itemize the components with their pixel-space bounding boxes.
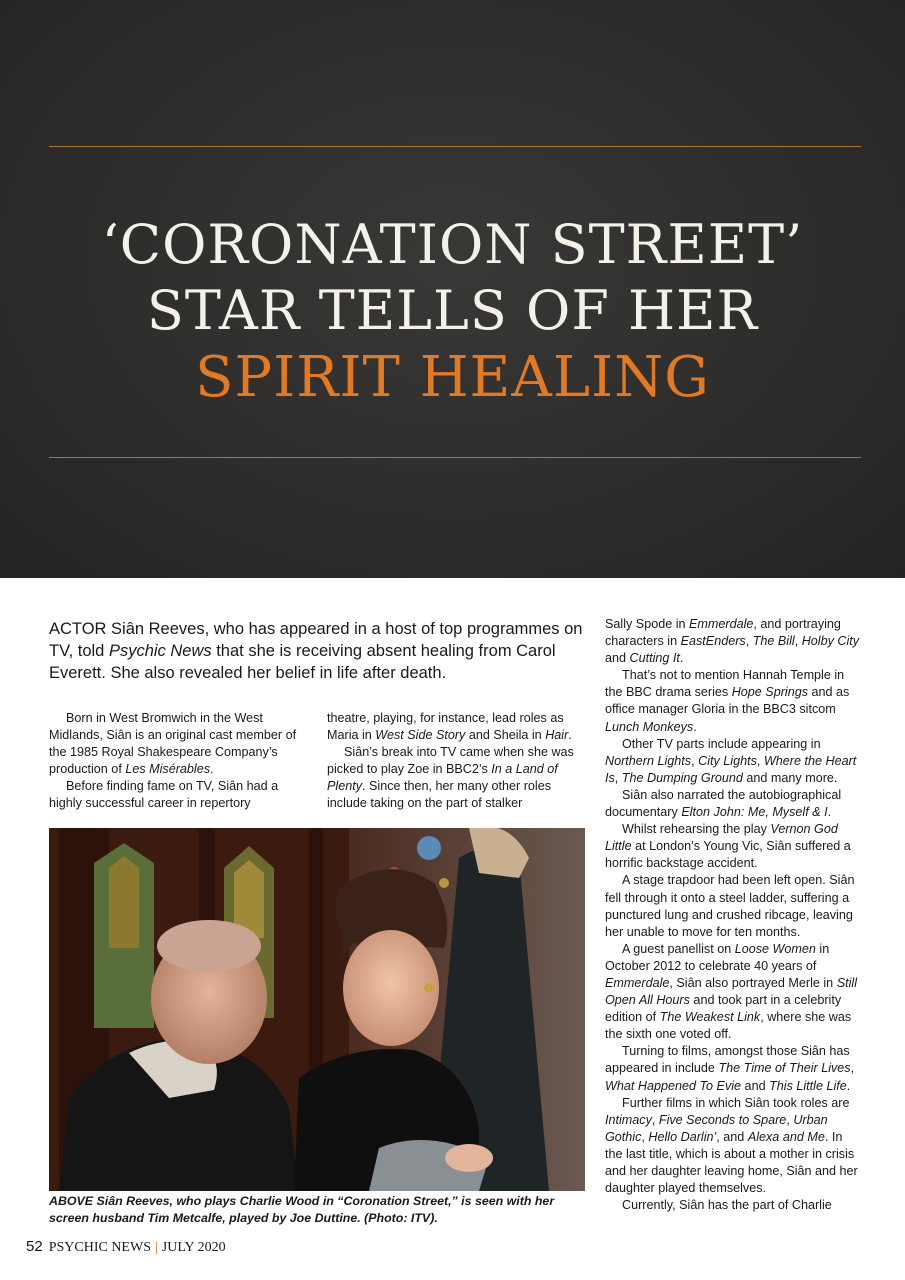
photo-caption: ABOVE Siân Reeves, who plays Charlie Wood in “Coronation Street,” is seen with her screen husband Tim Metcalfe, played by Joe Duttine. (Photo: ITV). — [49, 1194, 555, 1225]
paragraph: Further films in which Siân took roles are Intimacy, Five Seconds to Spare, Urban Gothic, Hello Darlin’, and Alexa and Me. In the last title, which is about a mother in crisis and her daughter leaving home, Siân and her daughter played themselves. — [605, 1095, 858, 1196]
paragraph: Currently, Siân has the part of Charlie — [622, 1198, 832, 1213]
paragraph: Siân also narrated the autobiographical documentary Elton John: Me, Myself & I. — [605, 787, 842, 820]
lead-paragraph: ACTOR Siân Reeves, who has appeared in a host of top programmes on TV, told Psychic News that she is receiving absent healing from Carol Everett. She also revealed her belief in life after death. — [49, 620, 583, 682]
issue-date: JULY 2020 — [161, 1240, 226, 1255]
paragraph: Sally Spode in Emmerdale, and portraying characters in EastEnders, The Bill, Holby City and Cutting It. — [605, 617, 860, 666]
headline-line-3: SPIRIT HEALING — [195, 345, 710, 410]
paragraph: A guest panellist on Loose Women in October 2012 to celebrate 40 years of Emmerdale, Siân also portrayed Merle in Still Open All Hours and took part in a celebrity edition of The Weakest Link, where she was the sixth one voted off. — [605, 941, 857, 1042]
publication-name: PSYCHIC NEWS — [48, 1240, 151, 1255]
bottom-divider — [49, 457, 861, 458]
paragraph: A stage trapdoor had been left open. Siân fell through it onto a steel ladder, suffering a punctured lung and crushed ribcage, leaving her unable to move for ten months. — [605, 873, 855, 939]
headline-line-1: ‘CORONATION STREET’ — [101, 213, 804, 276]
page-footer — [26, 1238, 226, 1256]
headline-line-2: STAR TELLS OF HER — [146, 279, 759, 342]
paragraph: Whilst rehearsing the play Vernon God Little at London’s Young Vic, Siân suffered a horrific backstage accident. — [605, 822, 851, 871]
paragraph: That’s not to mention Hannah Temple in the BBC drama series Hope Springs and as office manager Gloria in the BBC3 sitcom Lunch Monkeys. — [605, 668, 850, 734]
footer-separator: | — [154, 1240, 158, 1255]
page-number: 52 — [26, 1238, 43, 1255]
article-photo — [49, 828, 585, 1191]
top-divider — [49, 146, 861, 147]
article-column-3 — [605, 616, 863, 1214]
paragraph: Other TV parts include appearing in Northern Lights, City Lights, Where the Heart Is, The Dumping Ground and many more. — [605, 736, 857, 785]
paragraph: Before finding fame on TV, Siân had a highly successful career in repertory — [49, 779, 279, 811]
paragraph: Born in West Bromwich in the West Midlands, Siân is an original cast member of the 1985 Royal Shakespeare Company’s production of Les Misérables. — [49, 711, 297, 777]
paragraph: Siân’s break into TV came when she was picked to play Zoe in BBC2’s In a Land of Plenty. Since then, her many other roles include taking on the part of stalker — [327, 745, 574, 811]
article-column-1 — [49, 710, 311, 813]
article-column-2 — [327, 710, 589, 813]
paragraph: theatre, playing, for instance, lead roles as Maria in West Side Story and Sheila in Hair. — [327, 711, 572, 743]
paragraph: Turning to films, amongst those Siân has appeared in include The Time of Their Lives, What Happened To Evie and This Little Life. — [605, 1044, 855, 1093]
header-banner — [0, 0, 905, 578]
